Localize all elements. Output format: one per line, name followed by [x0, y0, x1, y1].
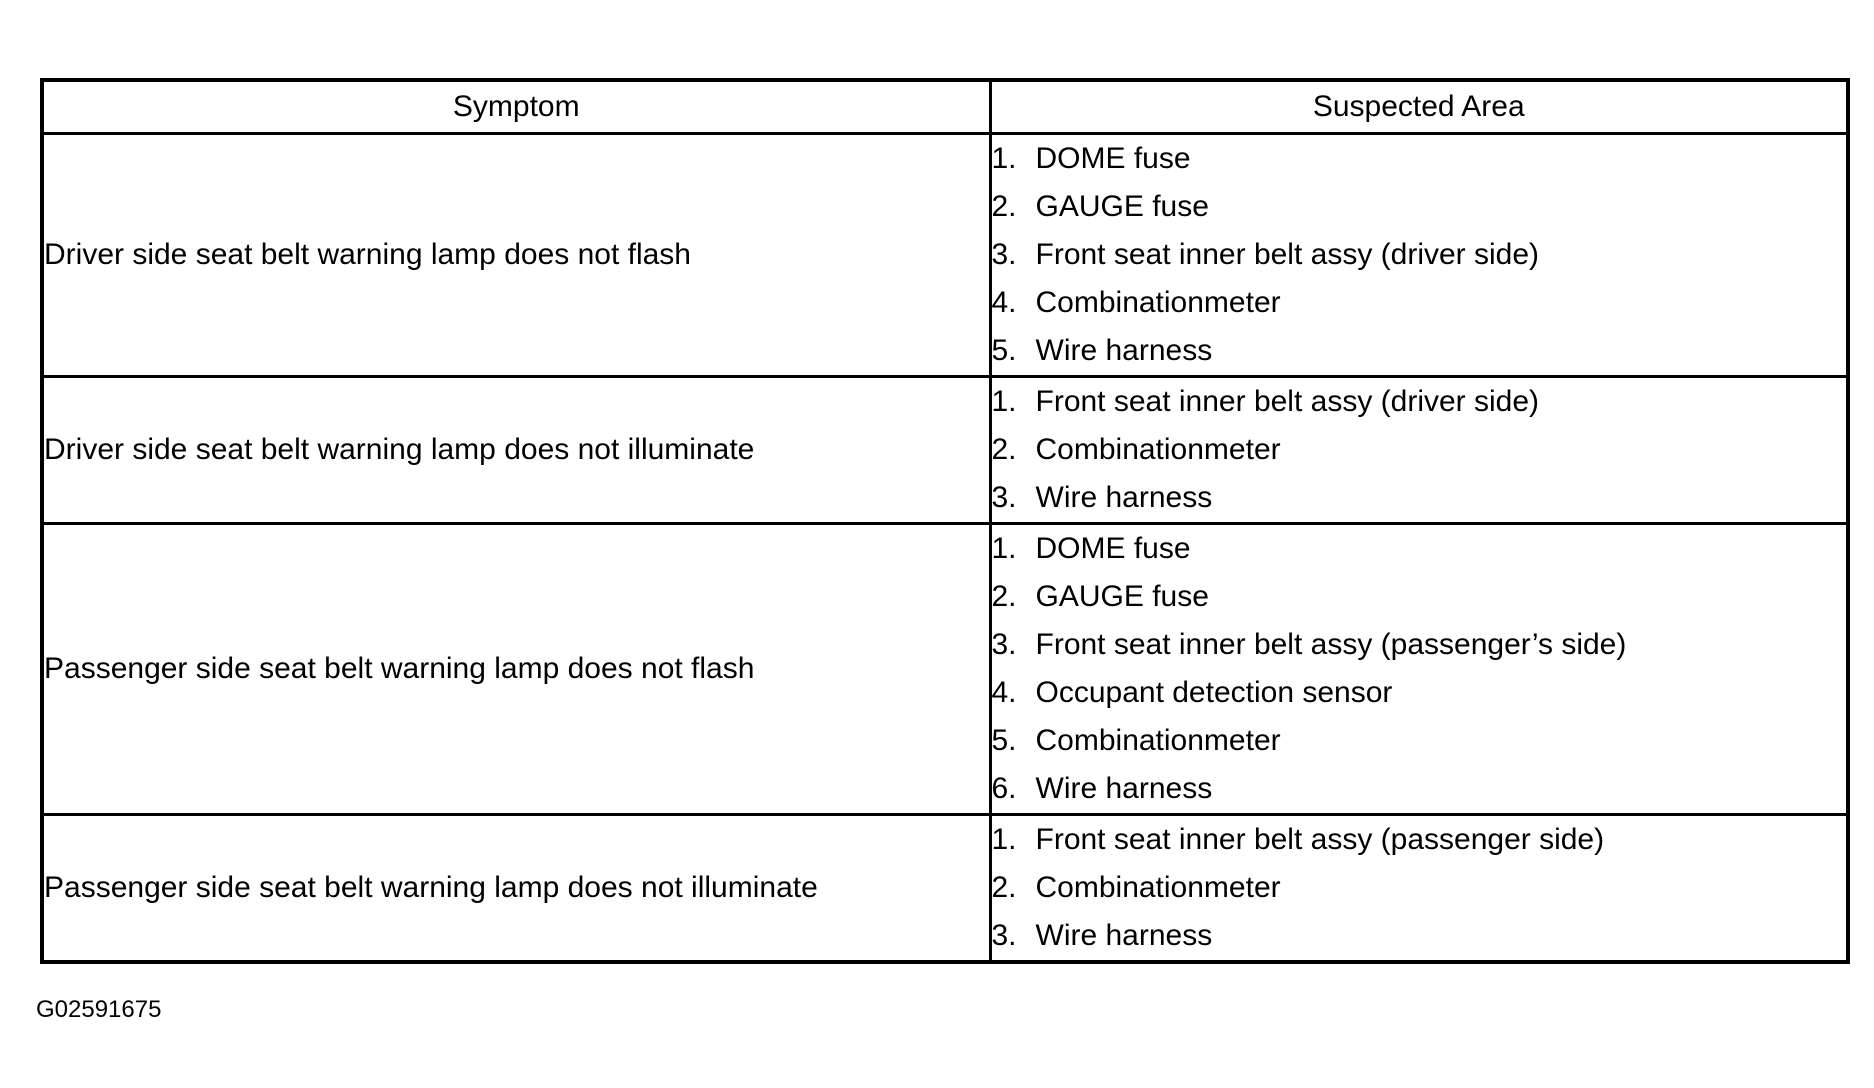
list-item	[992, 474, 1847, 522]
item-text: Front seat inner belt assy (passenger’s side)	[1035, 628, 1627, 661]
symptom-cell: Passenger side seat belt warning lamp does not illuminate	[42, 815, 990, 963]
item-number: 6.	[991, 772, 1017, 805]
item-text: GAUGE fuse	[1035, 190, 1209, 223]
item-number: 2.	[991, 190, 1017, 223]
item-text: Combinationmeter	[1035, 724, 1281, 757]
item-text: GAUGE fuse	[1035, 580, 1209, 613]
figure-id: G02591675	[36, 996, 162, 1023]
problem-symptoms-table	[40, 78, 1850, 964]
list-item	[992, 135, 1847, 183]
list-item	[992, 669, 1847, 717]
item-text: Front seat inner belt assy (driver side)	[1035, 238, 1540, 271]
symptom-cell: Driver side seat belt warning lamp does not illuminate	[42, 377, 990, 524]
suspected-area-cell	[990, 377, 1848, 524]
item-text: Wire harness	[1035, 481, 1213, 514]
suspected-area-column-header: Suspected Area	[990, 80, 1848, 134]
list-item	[992, 765, 1847, 813]
item-text: Combinationmeter	[1035, 871, 1281, 904]
item-number: 1.	[991, 532, 1017, 565]
item-number: 4.	[991, 286, 1017, 319]
symptom-cell: Driver side seat belt warning lamp does not flash	[42, 134, 990, 377]
list-item	[992, 573, 1847, 621]
item-number: 2.	[991, 871, 1017, 904]
table-row	[42, 377, 1848, 524]
item-text: Occupant detection sensor	[1035, 676, 1393, 709]
item-number: 2.	[991, 433, 1017, 466]
list-item	[992, 912, 1847, 960]
symptom-column-header: Symptom	[42, 80, 990, 134]
list-item	[992, 327, 1847, 375]
list-item	[992, 378, 1847, 426]
item-number: 2.	[991, 580, 1017, 613]
item-text: Front seat inner belt assy (passenger side)	[1035, 823, 1605, 856]
list-item	[992, 183, 1847, 231]
list-item	[992, 426, 1847, 474]
list-item	[992, 525, 1847, 573]
table-body	[42, 134, 1848, 963]
item-number: 5.	[991, 334, 1017, 367]
item-text: Front seat inner belt assy (driver side)	[1035, 385, 1540, 418]
item-text: DOME fuse	[1035, 532, 1191, 565]
list-item	[992, 864, 1847, 912]
list-item	[992, 231, 1847, 279]
item-number: 3.	[991, 481, 1017, 514]
table-row	[42, 815, 1848, 963]
suspected-area-cell	[990, 134, 1848, 377]
item-text: DOME fuse	[1035, 142, 1191, 175]
suspected-area-list	[992, 378, 1847, 522]
list-item	[992, 816, 1847, 864]
table-row	[42, 134, 1848, 377]
table-row	[42, 524, 1848, 815]
suspected-area-list	[992, 816, 1847, 960]
symptom-cell: Passenger side seat belt warning lamp does not flash	[42, 524, 990, 815]
suspected-area-list	[992, 135, 1847, 375]
item-text: Combinationmeter	[1035, 286, 1281, 319]
item-number: 3.	[991, 238, 1017, 271]
item-text: Wire harness	[1035, 919, 1213, 952]
item-number: 3.	[991, 628, 1017, 661]
item-number: 1.	[991, 823, 1017, 856]
item-text: Combinationmeter	[1035, 433, 1281, 466]
list-item	[992, 621, 1847, 669]
item-number: 5.	[991, 724, 1017, 757]
item-text: Wire harness	[1035, 334, 1213, 367]
suspected-area-cell	[990, 815, 1848, 963]
table-header-row	[42, 80, 1848, 134]
suspected-area-list	[992, 525, 1847, 813]
item-number: 1.	[991, 385, 1017, 418]
suspected-area-cell	[990, 524, 1848, 815]
item-number: 1.	[991, 142, 1017, 175]
item-number: 4.	[991, 676, 1017, 709]
item-number: 3.	[991, 919, 1017, 952]
list-item	[992, 717, 1847, 765]
item-text: Wire harness	[1035, 772, 1213, 805]
list-item	[992, 279, 1847, 327]
